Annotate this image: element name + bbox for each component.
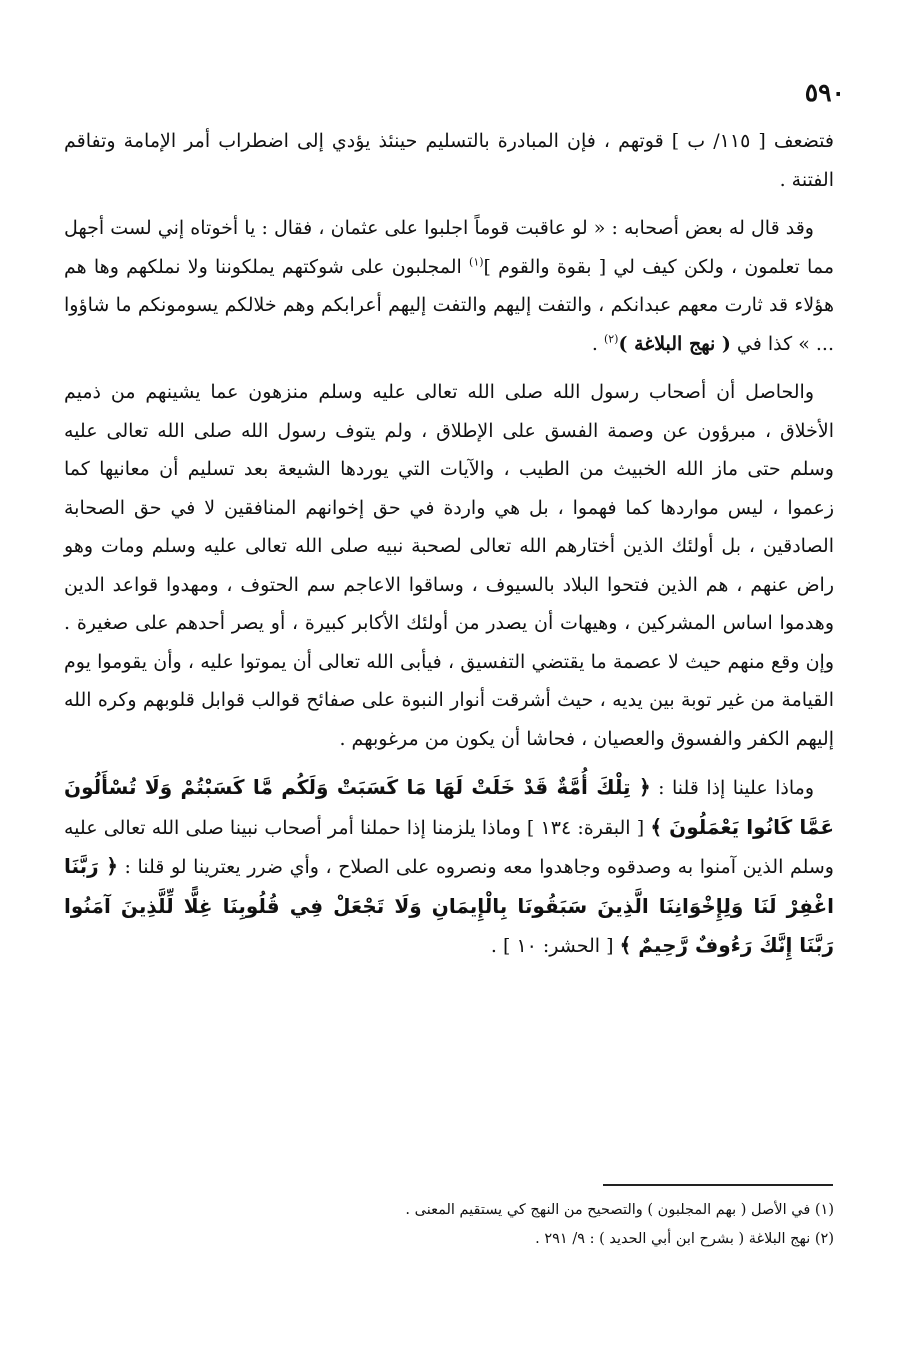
paragraph-2-text-a: وقد قال له بعض أصحابه : « لو عاقبت قوماً اجلبوا على عثمان ، فقال : يا أخوتاه إني لست أجهل مما تعلمون ، ولكن كيف لي [ بقوة والقوم ] [64, 217, 835, 278]
footnote-marker-1: (١) [469, 255, 484, 269]
footnote-2: (٢) نهج البلاغة ( بشرح ابن أبي الحديد ) : ٩/ ٢٩١ . [535, 1231, 834, 1247]
footnote-1: (١) في الأصل ( بهم المجلبون ) والتصحيح من النهج كي يستقيم المعنى . [405, 1202, 834, 1218]
paragraph-3: والحاصل أن أصحاب رسول الله صلى الله تعالى عليه وسلم منزهون عما يشينهم من ذميم الأخلاق ، مبرؤون عن وصمة الفسق على الإطلاق ، ولم يتوف رسول الله صلى الله تعالى عليه وسلم حتى ماز الله الخبيث من الطيب ، والآيات التي يوردها الشيعة بعد تسليم أن معانيها كما زعموا ، ليس مواردها كما فهموا ، بل هي واردة في حق إخوانهم المنافقين لا في حق الصحابة الصادقين ، بل أولئك الذين أختارهم الله تعالى لصحبة نبيه صلى الله تعالى عليه وسلم ومات وهو راض عنهم ، هم الذين فتحوا البلاد بالسيوف ، وساقوا الاعاجم سم الحتوف ، ومهدوا قواعد الدين وهدموا اساس المشركين ، وهيهات أن يصدر من أولئك الأكابر كبيرة ، أو يصر أحدهم على صغيرة . وإن وقع منهم حيث لا عصمة ما يقتضي التفسيق ، فيأبى الله تعالى أن يموتوا عليه ، وأن يقوموا يوم القيامة من غير توبة بين يديه ، حيث أشرقت أنوار النبوة على صفائح قوالب قوابل قلوبهم وكره الله إليهم الكفر والفسوق والعصيان ، فحاشا أن يكون من مرغوبهم . [64, 381, 834, 750]
paragraph-2 [64, 209, 834, 363]
footnote-divider [603, 1184, 833, 1186]
footnotes [64, 1196, 834, 1254]
paragraph-4-text-b: [ البقرة: ١٣٤ ] وماذا يلزمنا إذا حملنا أمر أصحاب نبينا صلى الله تعالى عليه وسلم الذين آمنوا به وصدقوه وجاهدوا معه ونصروه على الصلاح ، وأي ضرر يعترينا لو قلنا : [64, 816, 834, 878]
paragraph-2-text-c: . [591, 332, 604, 355]
quran-verse-hashr: ﴿ رَبَّنَا اغْفِرْ لَنَا وَلِإِخْوَانِنَا الَّذِينَ سَبَقُونَا بِالْإِيمَانِ وَلَا تَجْعَلْ فِي قُلُوبِنَا غِلًّا لِّلَّذِينَ آمَنُوا رَبَّنَا إِنَّكَ رَءُوفٌ رَّحِيمٌ ﴾ [64, 854, 834, 957]
paragraph-1: فتضعف [ ١١٥/ ب ] قوتهم ، فإن المبادرة بالتسليم حينئذ يؤدي إلى اضطراب أمر الإمامة وتفاقم الفتنة . [64, 130, 834, 191]
paragraph-4 [64, 768, 834, 966]
footnote-marker-2: (٢) [603, 332, 619, 346]
quran-verse-baqarah: ﴿ تِلْكَ أُمَّةٌ قَدْ خَلَتْ لَهَا مَا كَسَبَتْ وَلَكُم مَّا كَسَبْتُمْ وَلَا تُسْأَلُونَ عَمَّا كَانُوا يَعْمَلُونَ ﴾ [64, 775, 834, 839]
book-reference: ( نهج البلاغة ) [618, 332, 731, 355]
page-number: ٥٩٠ [804, 78, 845, 107]
paragraph-4-text-a: وماذا علينا إذا قلنا : [650, 777, 815, 799]
paragraph-4-text-c: [ الحشر: ١٠ ] . [490, 935, 620, 957]
main-text [64, 122, 834, 966]
paragraph-2-text-b: المجلبون على شوكتهم يملكوننا ولا نملكهم وها هم هؤلاء قد ثارت معهم عبدانكم ، والتفت إليهم والتفت إليهم أعرابكم وهم خلالكم يسومونكم ما شاؤوا ... » كذا في [64, 255, 834, 355]
